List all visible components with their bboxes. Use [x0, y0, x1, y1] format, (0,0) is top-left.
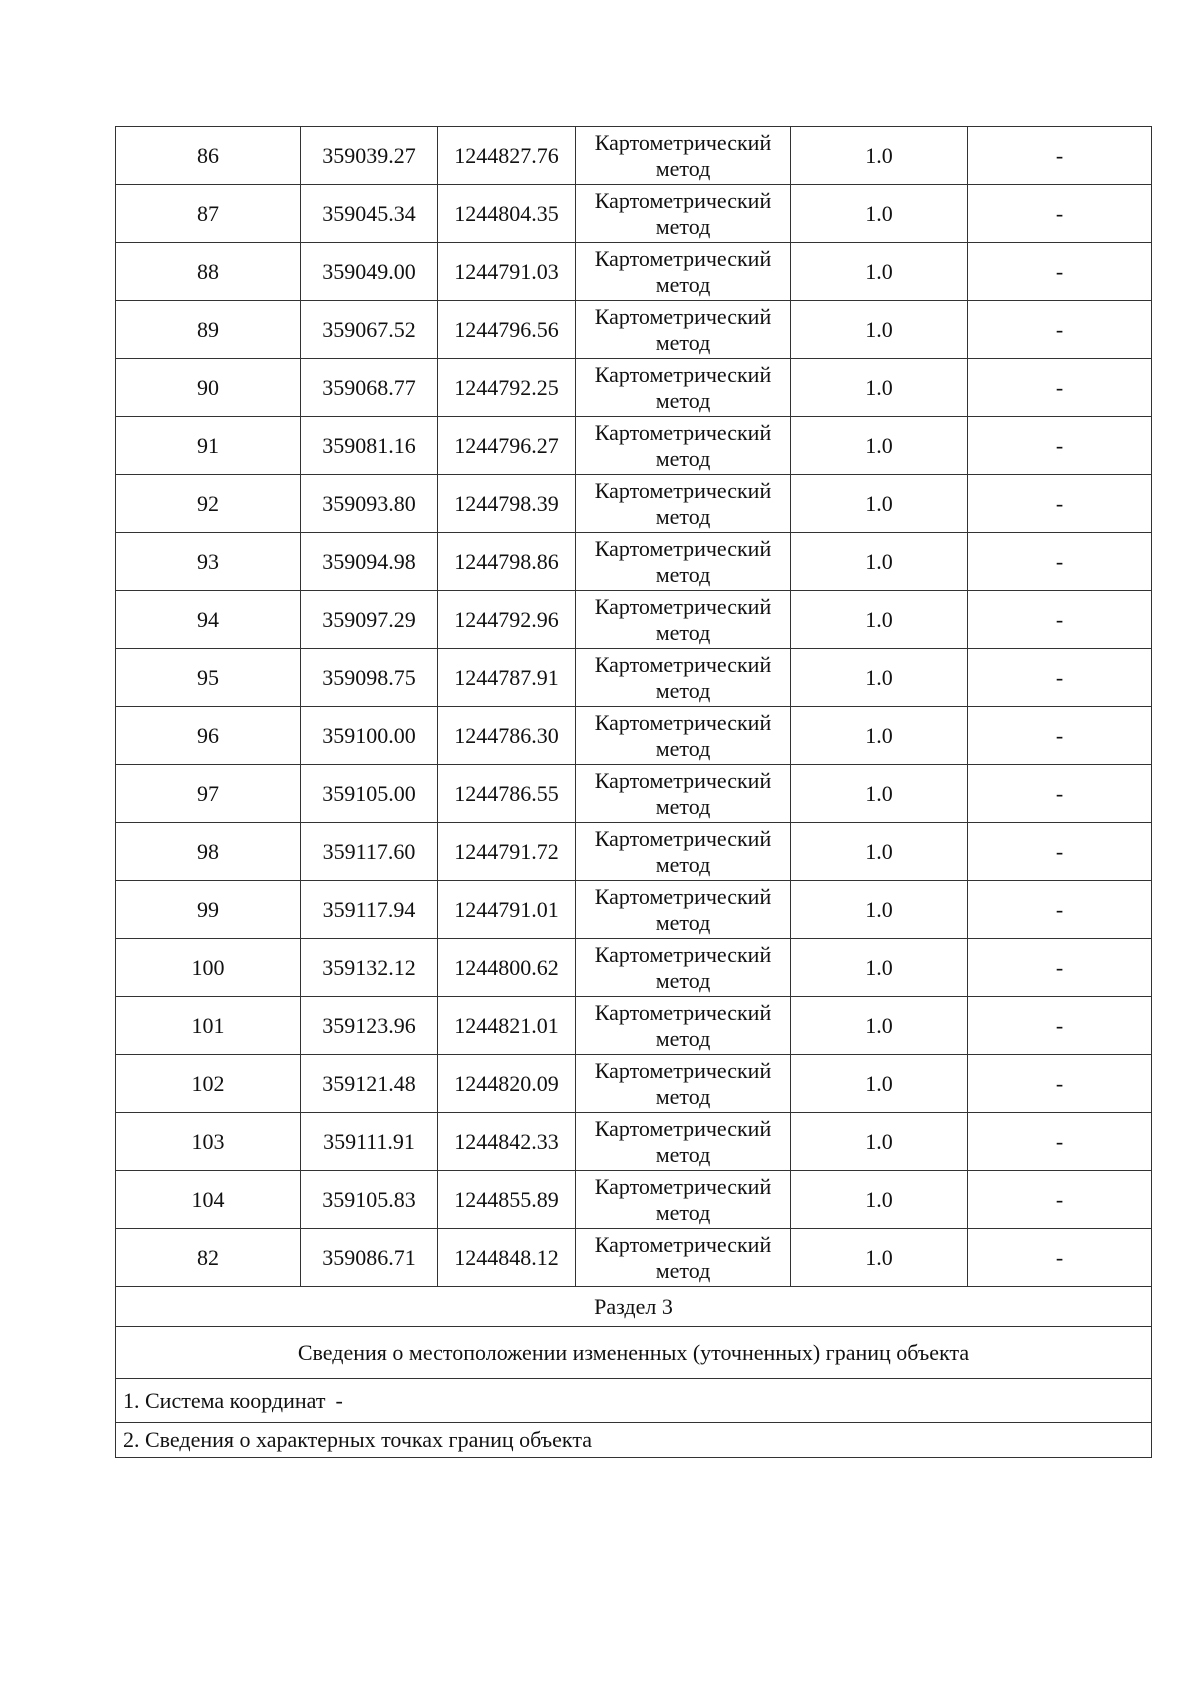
point-number-cell: 86 — [116, 127, 301, 185]
method-cell — [576, 765, 791, 823]
method-cell — [576, 475, 791, 533]
description-cell: - — [968, 243, 1152, 301]
point-number-cell: 92 — [116, 475, 301, 533]
method-cell — [576, 823, 791, 881]
coord-y-cell: 1244855.89 — [438, 1171, 576, 1229]
method-line2: метод — [655, 967, 711, 993]
description-cell: - — [968, 997, 1152, 1055]
description-cell: - — [968, 1055, 1152, 1113]
accuracy-cell: 1.0 — [791, 1113, 968, 1171]
accuracy-cell: 1.0 — [791, 127, 968, 185]
description-cell: - — [968, 707, 1152, 765]
point-number-cell: 82 — [116, 1229, 301, 1287]
coord-x-cell: 359093.80 — [301, 475, 438, 533]
method-line2: метод — [655, 909, 711, 935]
coord-x-cell: 359039.27 — [301, 127, 438, 185]
method-line1: Картометрический — [594, 187, 772, 213]
method-line1: Картометрический — [594, 999, 772, 1025]
table-row — [116, 475, 1152, 533]
table-row — [116, 649, 1152, 707]
point-number-cell: 91 — [116, 417, 301, 475]
table-row — [116, 881, 1152, 939]
method-line2: метод — [655, 1025, 711, 1051]
accuracy-cell: 1.0 — [791, 1229, 968, 1287]
method-line2: метод — [655, 561, 711, 587]
coord-system-label: 1. Система координат — [123, 1387, 326, 1413]
method-cell — [576, 243, 791, 301]
table-row — [116, 127, 1152, 185]
points-table-body — [116, 127, 1152, 1287]
point-number-cell: 97 — [116, 765, 301, 823]
table-row — [116, 1055, 1152, 1113]
table-row — [116, 823, 1152, 881]
point-number-cell: 100 — [116, 939, 301, 997]
method-line2: метод — [655, 1083, 711, 1109]
coord-y-cell: 1244791.03 — [438, 243, 576, 301]
method-cell — [576, 1171, 791, 1229]
method-line1: Картометрический — [594, 129, 772, 155]
section-heading: Сведения о местоположении измененных (уточненных) границ объекта — [116, 1327, 1152, 1379]
method-line1: Картометрический — [594, 477, 772, 503]
coord-y-cell: 1244842.33 — [438, 1113, 576, 1171]
point-number-cell: 103 — [116, 1113, 301, 1171]
accuracy-cell: 1.0 — [791, 533, 968, 591]
method-line1: Картометрический — [594, 593, 772, 619]
description-cell: - — [968, 417, 1152, 475]
method-line1: Картометрический — [594, 1173, 772, 1199]
method-cell — [576, 533, 791, 591]
table-row — [116, 1171, 1152, 1229]
section-title-row — [116, 1287, 1152, 1327]
method-line2: метод — [655, 1199, 711, 1225]
method-line1: Картометрический — [594, 709, 772, 735]
method-line2: метод — [655, 387, 711, 413]
method-line2: метод — [655, 735, 711, 761]
coord-x-cell: 359121.48 — [301, 1055, 438, 1113]
description-cell: - — [968, 533, 1152, 591]
points-info-label: 2. Сведения о характерных точках границ объекта — [116, 1423, 1152, 1458]
coord-x-cell: 359094.98 — [301, 533, 438, 591]
coord-x-cell: 359067.52 — [301, 301, 438, 359]
method-line1: Картометрический — [594, 361, 772, 387]
method-cell — [576, 359, 791, 417]
description-cell: - — [968, 881, 1152, 939]
coord-y-cell: 1244791.01 — [438, 881, 576, 939]
description-cell: - — [968, 301, 1152, 359]
method-line1: Картометрический — [594, 767, 772, 793]
accuracy-cell: 1.0 — [791, 1171, 968, 1229]
description-cell: - — [968, 185, 1152, 243]
coord-y-cell: 1244796.56 — [438, 301, 576, 359]
coord-x-cell: 359117.60 — [301, 823, 438, 881]
coord-y-cell: 1244804.35 — [438, 185, 576, 243]
points-info-row — [116, 1423, 1152, 1458]
method-cell — [576, 1055, 791, 1113]
method-line2: метод — [655, 503, 711, 529]
description-cell: - — [968, 765, 1152, 823]
method-line1: Картометрический — [594, 883, 772, 909]
accuracy-cell: 1.0 — [791, 649, 968, 707]
method-line1: Картометрический — [594, 303, 772, 329]
description-cell: - — [968, 1113, 1152, 1171]
method-cell — [576, 997, 791, 1055]
method-cell — [576, 127, 791, 185]
point-number-cell: 90 — [116, 359, 301, 417]
method-line1: Картометрический — [594, 651, 772, 677]
method-line2: метод — [655, 793, 711, 819]
coord-y-cell: 1244786.55 — [438, 765, 576, 823]
coord-y-cell: 1244827.76 — [438, 127, 576, 185]
accuracy-cell: 1.0 — [791, 997, 968, 1055]
table-row — [116, 1229, 1152, 1287]
point-number-cell: 89 — [116, 301, 301, 359]
method-line2: метод — [655, 155, 711, 181]
method-line2: метод — [655, 1257, 711, 1283]
accuracy-cell: 1.0 — [791, 185, 968, 243]
point-number-cell: 96 — [116, 707, 301, 765]
method-cell — [576, 417, 791, 475]
point-number-cell: 101 — [116, 997, 301, 1055]
coord-x-cell: 359049.00 — [301, 243, 438, 301]
method-cell — [576, 1113, 791, 1171]
point-number-cell: 98 — [116, 823, 301, 881]
method-cell — [576, 939, 791, 997]
table-row — [116, 301, 1152, 359]
coord-y-cell: 1244848.12 — [438, 1229, 576, 1287]
description-cell: - — [968, 475, 1152, 533]
section-3-body — [116, 1287, 1152, 1458]
table-row — [116, 1113, 1152, 1171]
boundary-points-table — [115, 126, 1152, 1458]
coord-x-cell: 359132.12 — [301, 939, 438, 997]
description-cell: - — [968, 127, 1152, 185]
description-cell: - — [968, 359, 1152, 417]
coord-y-cell: 1244821.01 — [438, 997, 576, 1055]
table-row — [116, 939, 1152, 997]
coord-x-cell: 359045.34 — [301, 185, 438, 243]
coord-y-cell: 1244786.30 — [438, 707, 576, 765]
coord-x-cell: 359111.91 — [301, 1113, 438, 1171]
coord-x-cell: 359117.94 — [301, 881, 438, 939]
method-cell — [576, 301, 791, 359]
section-title: Раздел 3 — [116, 1287, 1152, 1327]
method-line2: метод — [655, 851, 711, 877]
coord-x-cell: 359105.83 — [301, 1171, 438, 1229]
method-line2: метод — [655, 677, 711, 703]
coord-x-cell: 359098.75 — [301, 649, 438, 707]
accuracy-cell: 1.0 — [791, 359, 968, 417]
coord-x-cell: 359068.77 — [301, 359, 438, 417]
coord-x-cell: 359081.16 — [301, 417, 438, 475]
point-number-cell: 88 — [116, 243, 301, 301]
accuracy-cell: 1.0 — [791, 823, 968, 881]
method-cell — [576, 1229, 791, 1287]
method-line2: метод — [655, 1141, 711, 1167]
description-cell: - — [968, 939, 1152, 997]
table-row — [116, 707, 1152, 765]
coord-y-cell: 1244800.62 — [438, 939, 576, 997]
method-line1: Картометрический — [594, 419, 772, 445]
point-number-cell: 99 — [116, 881, 301, 939]
coord-system-value: - — [335, 1387, 343, 1413]
table-row — [116, 185, 1152, 243]
table-row — [116, 997, 1152, 1055]
coord-x-cell: 359105.00 — [301, 765, 438, 823]
coord-y-cell: 1244798.39 — [438, 475, 576, 533]
description-cell: - — [968, 649, 1152, 707]
point-number-cell: 104 — [116, 1171, 301, 1229]
table-row — [116, 417, 1152, 475]
method-cell — [576, 649, 791, 707]
accuracy-cell: 1.0 — [791, 881, 968, 939]
point-number-cell: 93 — [116, 533, 301, 591]
coord-system-cell — [116, 1379, 1152, 1423]
table-row — [116, 591, 1152, 649]
accuracy-cell: 1.0 — [791, 591, 968, 649]
point-number-cell: 87 — [116, 185, 301, 243]
description-cell: - — [968, 1229, 1152, 1287]
coord-y-cell: 1244792.25 — [438, 359, 576, 417]
method-line1: Картометрический — [594, 825, 772, 851]
table-row — [116, 359, 1152, 417]
point-number-cell: 94 — [116, 591, 301, 649]
point-number-cell: 102 — [116, 1055, 301, 1113]
method-line2: метод — [655, 619, 711, 645]
method-line2: метод — [655, 329, 711, 355]
description-cell: - — [968, 591, 1152, 649]
table-row — [116, 533, 1152, 591]
method-line2: метод — [655, 445, 711, 471]
coord-system-row — [116, 1379, 1152, 1423]
accuracy-cell: 1.0 — [791, 417, 968, 475]
coord-x-cell: 359086.71 — [301, 1229, 438, 1287]
coord-x-cell: 359123.96 — [301, 997, 438, 1055]
method-cell — [576, 185, 791, 243]
method-line1: Картометрический — [594, 941, 772, 967]
method-line2: метод — [655, 271, 711, 297]
accuracy-cell: 1.0 — [791, 301, 968, 359]
accuracy-cell: 1.0 — [791, 939, 968, 997]
point-number-cell: 95 — [116, 649, 301, 707]
table-row — [116, 243, 1152, 301]
method-line1: Картометрический — [594, 1115, 772, 1141]
coord-y-cell: 1244787.91 — [438, 649, 576, 707]
coord-y-cell: 1244796.27 — [438, 417, 576, 475]
method-cell — [576, 881, 791, 939]
method-line1: Картометрический — [594, 1231, 772, 1257]
coord-y-cell: 1244798.86 — [438, 533, 576, 591]
method-line1: Картометрический — [594, 245, 772, 271]
method-line1: Картометрический — [594, 1057, 772, 1083]
method-cell — [576, 591, 791, 649]
section-heading-row — [116, 1327, 1152, 1379]
method-line1: Картометрический — [594, 535, 772, 561]
method-cell — [576, 707, 791, 765]
accuracy-cell: 1.0 — [791, 707, 968, 765]
coord-y-cell: 1244792.96 — [438, 591, 576, 649]
coord-y-cell: 1244820.09 — [438, 1055, 576, 1113]
description-cell: - — [968, 1171, 1152, 1229]
accuracy-cell: 1.0 — [791, 1055, 968, 1113]
coord-y-cell: 1244791.72 — [438, 823, 576, 881]
description-cell: - — [968, 823, 1152, 881]
accuracy-cell: 1.0 — [791, 765, 968, 823]
coord-x-cell: 359097.29 — [301, 591, 438, 649]
coord-x-cell: 359100.00 — [301, 707, 438, 765]
method-line2: метод — [655, 213, 711, 239]
accuracy-cell: 1.0 — [791, 475, 968, 533]
table-row — [116, 765, 1152, 823]
accuracy-cell: 1.0 — [791, 243, 968, 301]
